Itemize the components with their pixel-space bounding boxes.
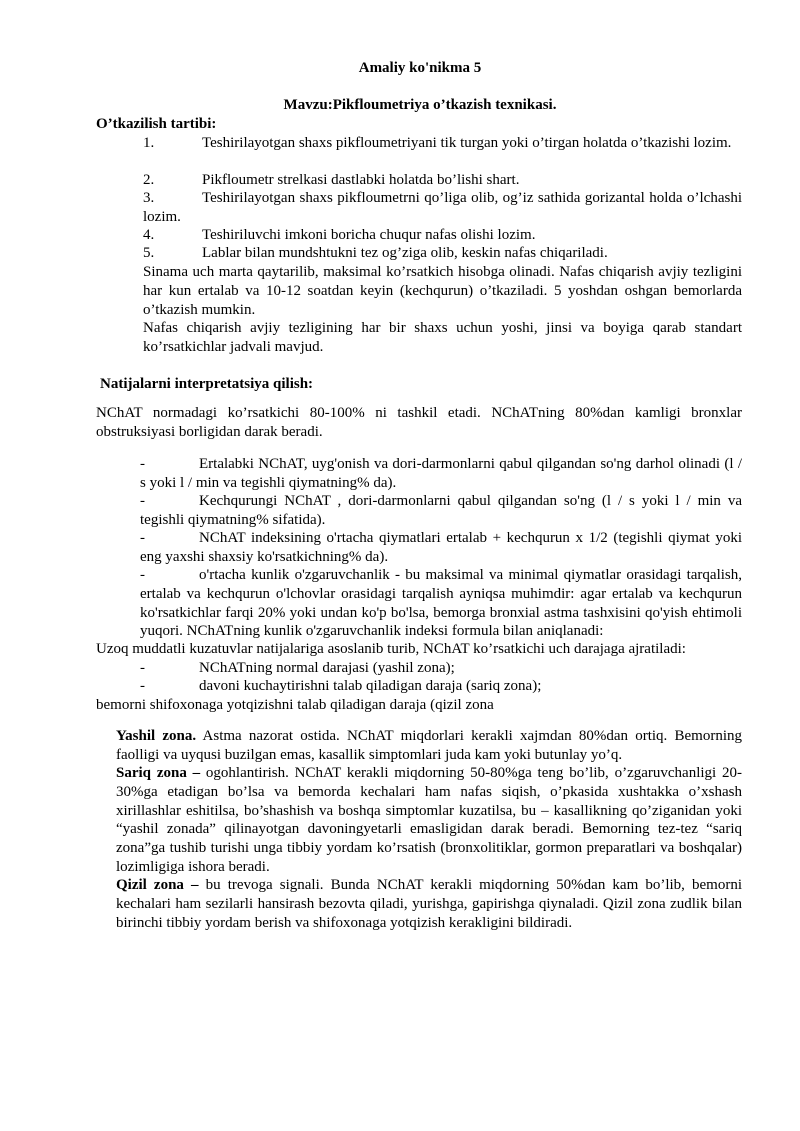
interpretation-heading: Natijalarni interpretatsiya qilish: — [100, 376, 314, 392]
zone-name: Yashil zona. — [116, 728, 197, 744]
topic-heading: Mavzu:Pikfloumetriya o’tkazish texnikasi. — [283, 97, 557, 113]
procedure-step — [143, 134, 742, 153]
list-bullet: - — [140, 660, 145, 676]
procedure-note: Nafas chiqarish avjiy tezligining har bir shaxs uchun yoshi, jinsi va boyiga qarab standart ko’rsatkichlar jadvali mavjud. — [143, 320, 742, 355]
step-number: 3. — [143, 190, 155, 206]
list-bullet: - — [140, 567, 145, 583]
zone-name: Qizil zona – — [116, 877, 199, 893]
zone-paragraph-red — [116, 876, 742, 932]
list-item — [140, 455, 742, 493]
zone-name: Sariq zona – — [116, 765, 201, 781]
zone-text: bu trevoga signali. Bunda NChAT kerakli miqdorning 50%dan kam bo’lib, bemorni kechalari ham sezilarli hansirash bezovta qiladi, yurishga, gapirishga qiynaladi. Qizil zona zudlik bilan birinchi tibbiy yordam berish va shifoxonaga yotqizish kerakligini bildiradi. — [116, 877, 742, 931]
step-text: Teshiriluvchi imkoni boricha chuqur nafas olishi lozim. — [202, 227, 536, 243]
zone-red-line: bemorni shifoxonaga yotqizishni talab qiladigan daraja (qizil zona — [96, 697, 494, 713]
list-item-text: davoni kuchaytirishni talab qiladigan daraja (sariq zona); — [199, 678, 542, 694]
step-text: Pikfloumetr strelkasi dastlabki holatda bo’lishi shart. — [202, 172, 520, 188]
zones-intro: Uzoq muddatli kuzatuvlar natijalariga asoslanib turib, NChAT ko’rsatkichi uch darajaga ajratiladi: — [96, 641, 686, 657]
step-number: 1. — [143, 135, 155, 151]
document-title: Amaliy ko'nikma 5 — [358, 60, 482, 76]
interpretation-intro: NChAT normadagi ko’rsatkichi 80-100% ni tashkil etadi. NChATning 80%dan kamligi bronxlar obstruksiyasi borligidan darak beradi. — [96, 405, 742, 440]
procedure-step — [143, 189, 742, 227]
list-item-text: o'rtacha kunlik o'zgaruvchanlik - bu maksimal va minimal qiymatlar orasidagi tarqalish, ertalab va kechqurun o'lchovlar orasidagi tarqalish ayniqsa muhimdir: agar ertalab va kechqurun ko'rsatkichlar farqi 20% yoki undan ko'p bo'lsa, bemorga bronxial astma tashxisini qo'yish ehtimoli yuqori. NChATning kunlik o'zgaruvchanlik indeksi formula bilan aniqlanadi: — [140, 567, 742, 640]
procedure-heading: O’tkazilish tartibi: — [96, 116, 217, 132]
list-bullet: - — [140, 456, 145, 472]
step-text: Lablar bilan mundshtukni tez og’ziga olib, keskin nafas chiqariladi. — [202, 245, 608, 261]
step-text: Teshirilayotgan shaxs pikfloumetriyani tik turgan yoki o’tirgan holatda o’tkazishi lozim. — [202, 135, 732, 151]
list-item — [140, 659, 742, 678]
zone-text: ogohlantirish. NChAT kerakli miqdorning 50-80%ga teng bo’lib, o’zgaruvchanligi 20-30%ga etadigan bo’lsa va bemorda kechalari ham nafas siqish, o’pkasida xushtakka o’xshash xirillashlar eshitilsa, bo’shashish va boshqa simptomlar kuzatilsa, bu – kasallikning qo’ziganidan yoki “yashil zonada” qilinayotgan davoningyetarli emasligidan darak beradi. Bemorning tez-tez “sariq zona”ga tushib turishi unga tibbiy yordam ko’rsatish (bronxolitiklar, gormon preparatlari va boshqalar) lozimligiga ishora beradi. — [116, 765, 742, 875]
list-item — [140, 677, 742, 696]
step-number: 4. — [143, 227, 155, 243]
step-number: 5. — [143, 245, 155, 261]
list-item-text: Ertalabki NChAT, uyg'onish va dori-darmonlarni qabul qilgandan so'ng darhol olinadi (l / s yoki l / min va tegishli qiymatning% da). — [140, 456, 742, 491]
list-item-text: NChATning normal darajasi (yashil zona); — [199, 660, 455, 676]
zone-text: Astma nazorat ostida. NChAT miqdorlari kerakli xajmdan 80%dan ortiq. Bemorning faolligi va uyqusi buzilgan emas, kasallik simptomlari juda kam yoki butunlay yo’q. — [116, 728, 742, 763]
list-bullet: - — [140, 530, 145, 546]
procedure-step — [143, 226, 742, 245]
step-text: Teshirilayotgan shaxs pikfloumetrni qo’liga olib, og’iz sathida gorizantal holda o’lchashi lozim. — [143, 190, 742, 225]
list-bullet: - — [140, 678, 145, 694]
procedure-step — [143, 171, 742, 190]
list-item-text: NChAT indeksining o'rtacha qiymatlari ertalab + kechqurun x 1/2 (tegishli qiymat yoki eng yaxshi shaxsiy ko'rsatkichning% da). — [140, 530, 742, 565]
procedure-note: Sinama uch marta qaytarilib, maksimal ko’rsatkich hisobga olinadi. Nafas chiqarish avjiy tezligini har kun ertalab va 10-12 soatdan keyin (kechqurun) o’tkaziladi. 5 yoshdan oshgan bemorlarda o’tkazish mumkin. — [143, 264, 742, 318]
list-item — [140, 492, 742, 530]
procedure-step — [143, 244, 742, 263]
zone-paragraph-green — [116, 727, 742, 765]
list-bullet: - — [140, 493, 145, 509]
zone-paragraph-yellow — [116, 764, 742, 877]
step-number: 2. — [143, 172, 155, 188]
list-item-text: Kechqurungi NChAT , dori-darmonlarni qabul qilgandan so'ng (l / s yoki l / min va tegishli qiymatning% sifatida). — [140, 493, 742, 528]
list-item — [140, 529, 742, 567]
list-item — [140, 566, 742, 641]
